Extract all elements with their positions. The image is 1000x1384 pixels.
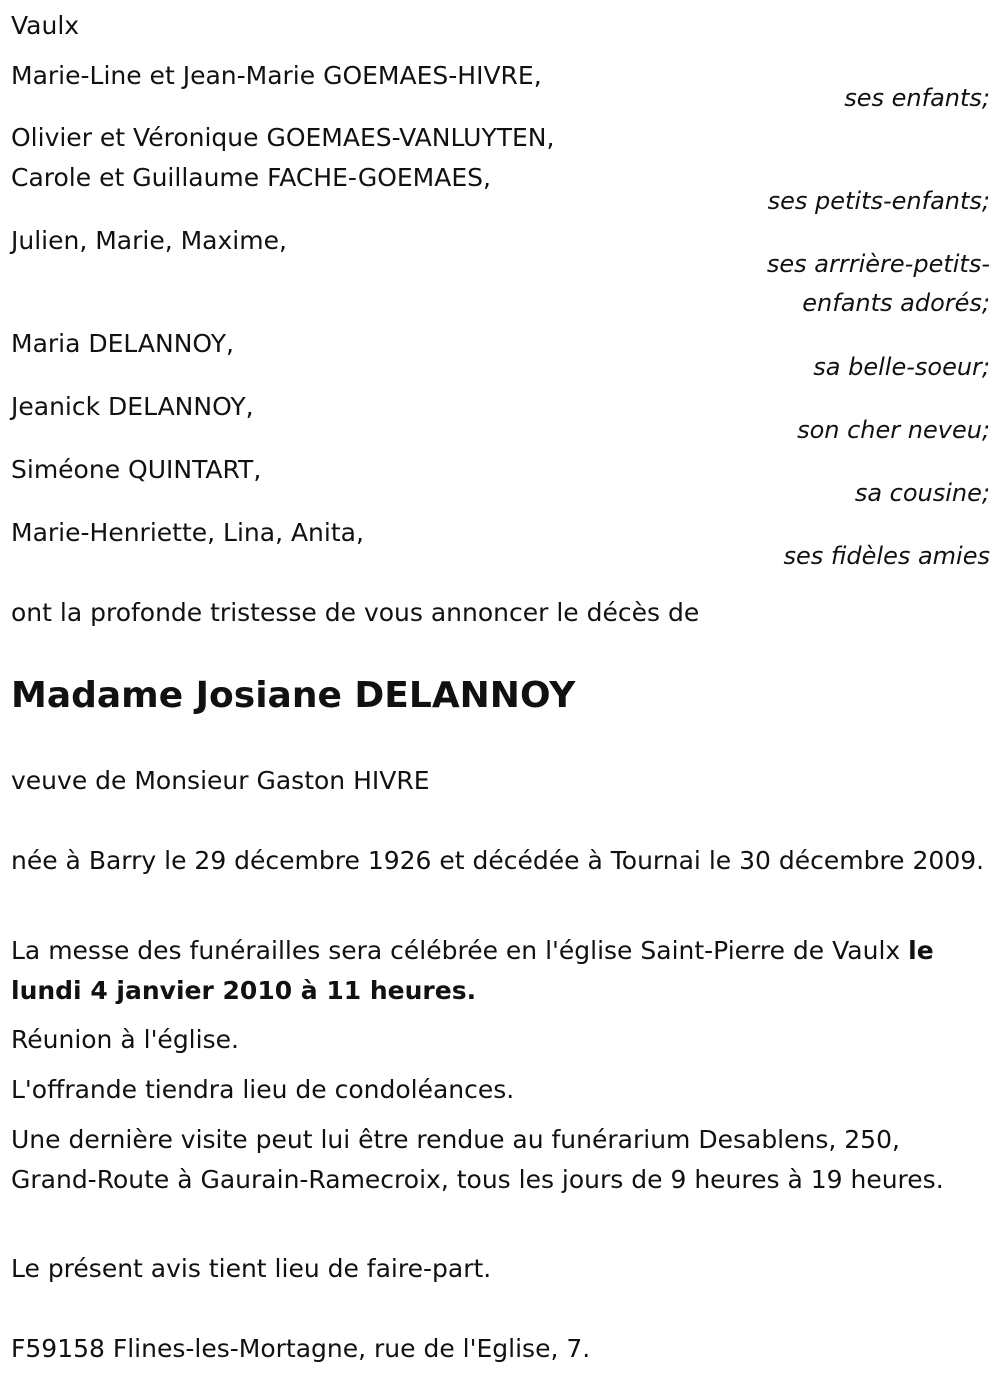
role-grandchildren: ses petits-enfants; — [767, 187, 990, 215]
mass-date: le lundi 4 janvier 2010 à 11 heures. — [11, 936, 934, 1005]
birth-death-dates: née à Barry le 29 décembre 1926 et décédée à Tournai le 30 décembre 2009. — [11, 846, 985, 875]
role-children: ses enfants; — [844, 84, 990, 112]
family-name-grandchildren-2: Carole et Guillaume FACHE-GOEMAES, — [11, 163, 491, 192]
notice-text: Le présent avis tient lieu de faire-part. — [11, 1254, 492, 1283]
family-name-great-grandchildren: Julien, Marie, Maxime, — [11, 226, 287, 255]
family-name-cousin: Siméone QUINTART, — [11, 455, 262, 484]
role-cousin: sa cousine; — [854, 479, 990, 507]
role-friends: ses fidèles amies — [783, 542, 990, 570]
role-nephew: son cher neveu; — [797, 416, 990, 444]
role-great-grandchildren-line2: enfants adorés; — [802, 289, 990, 317]
mass-paragraph — [11, 931, 986, 1011]
deceased-name: Madame Josiane DELANNOY — [11, 675, 576, 716]
role-sister-in-law: sa belle-soeur; — [813, 353, 990, 381]
widow-of: veuve de Monsieur Gaston HIVRE — [11, 766, 430, 795]
family-name-grandchildren-1: Olivier et Véronique GOEMAES-VANLUYTEN, — [11, 123, 555, 152]
offering-text: L'offrande tiendra lieu de condoléances. — [11, 1075, 515, 1104]
family-name-sister-in-law: Maria DELANNOY, — [11, 329, 234, 358]
announcement-text: ont la profonde tristesse de vous annoncer le décès de — [11, 598, 700, 627]
visit-text: Une dernière visite peut lui être rendue au funérarium Desablens, 250, Grand-Route à Gaurain-Ramecroix, tous les jours de 9 heures à 19 heures. — [11, 1125, 944, 1194]
family-name-children: Marie-Line et Jean-Marie GOEMAES-HIVRE, — [11, 61, 542, 90]
address-text: F59158 Flines-les-Mortagne, rue de l'Eglise, 7. — [11, 1334, 591, 1363]
meeting-text: Réunion à l'église. — [11, 1025, 239, 1054]
family-name-nephew: Jeanick DELANNOY, — [11, 392, 254, 421]
place: Vaulx — [11, 11, 80, 40]
mass-text: La messe des funérailles sera célébrée en l'église Saint-Pierre de Vaulx — [11, 936, 909, 965]
family-name-friends: Marie-Henriette, Lina, Anita, — [11, 518, 364, 547]
role-great-grandchildren-line1: ses arrrière-petits- — [766, 250, 990, 278]
